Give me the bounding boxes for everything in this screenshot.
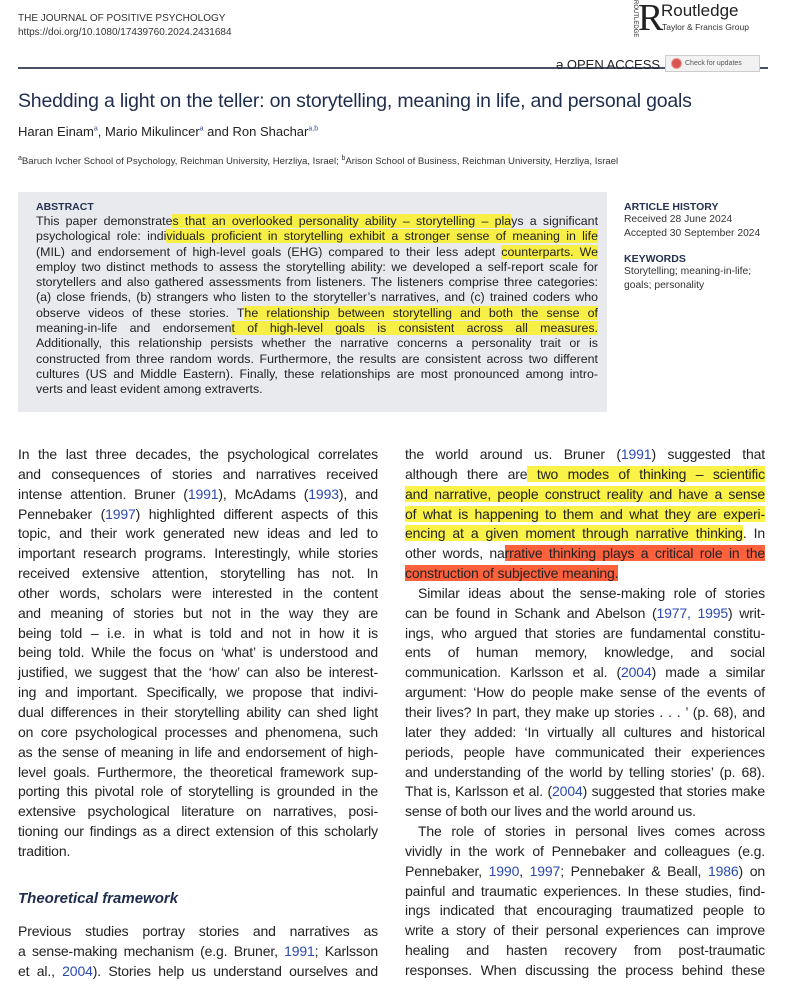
text-line	[405, 485, 765, 505]
text-segment: ,	[519, 862, 530, 879]
text-segment: tioning our findings as a direct extension of this scholarly	[18, 823, 378, 840]
red-highlight: construction of subjective meaning.	[405, 565, 619, 582]
text-line	[18, 624, 378, 644]
text-segment: communication. Karlsson et al. (	[405, 664, 622, 681]
keywords-line: goals; personality	[624, 280, 705, 291]
text-line	[405, 643, 765, 663]
logo-group: Taylor & Francis Group	[662, 22, 749, 32]
sep: and	[203, 124, 233, 139]
text-segment: later they added: ‘In virtually all cultures and historical	[405, 723, 765, 740]
paper-title: Shedding a light on the teller: on storytelling, meaning in life, and personal goals	[18, 90, 692, 112]
text-segment: and consequences of stories and narratives received	[18, 465, 378, 482]
text-segment: ) highlighted different aspects of this	[135, 505, 378, 522]
text-segment: employ two distinct methods to assess the storytelling ability: we developed a self-report scale for	[36, 259, 598, 274]
text-segment: their lives? In part, they make up stories . . . ’ (p. 68), and	[405, 703, 765, 720]
text-segment: received extensive attention, storytelling has not. In	[18, 565, 378, 582]
text-segment: ) suggested that stories make	[582, 783, 765, 800]
text-line	[18, 683, 378, 703]
text-line	[405, 723, 765, 743]
text-line	[405, 604, 765, 624]
text-line	[36, 382, 598, 397]
text-segment: topic, and their work generated new ideas and led to	[18, 525, 378, 542]
text-line	[405, 763, 765, 783]
text-segment: and understanding of the world by telling stories’ (p. 68).	[405, 763, 765, 780]
text-line	[18, 763, 378, 783]
citation-link[interactable]: 1997	[529, 862, 561, 879]
text-segment: on core psychological processes and phenomena, such	[18, 723, 378, 740]
text-segment: In the last three decades, the psychological correlates	[18, 446, 378, 462]
text-segment: sense of both our lives and the world around us.	[405, 803, 696, 820]
text-line	[405, 683, 765, 703]
citation-link[interactable]: 1990	[488, 862, 520, 879]
text-segment: justified, we suggest that the ‘how’ can also be interest-	[18, 664, 378, 681]
open-access-label: OPEN ACCESS	[566, 57, 661, 72]
yellow-highlight: s that an overlooked personality ability – storytelling – pla	[172, 214, 512, 228]
text-line	[18, 723, 378, 743]
citation-link[interactable]: 1977, 1995	[656, 604, 729, 621]
yellow-highlight: counterparts. We	[501, 244, 599, 259]
text-segment: and meaning of stories but not in the way they are	[18, 604, 378, 621]
text-segment: ) writ-	[728, 604, 765, 621]
text-line	[18, 663, 378, 683]
section-text	[18, 922, 378, 982]
text-segment: ) on	[738, 862, 765, 879]
text-line	[405, 505, 765, 525]
received-date: Received 28 June 2024	[624, 214, 733, 225]
text-line	[405, 862, 765, 882]
text-segment: important research programs. Interestingly, while stories	[18, 545, 378, 562]
text-line	[18, 445, 378, 465]
text-line	[18, 962, 378, 982]
keywords	[624, 253, 751, 293]
yellow-highlight: t of high-level goals is consistent across all measures.	[231, 321, 598, 336]
text-line	[18, 465, 378, 485]
text-line	[36, 321, 598, 336]
citation-link[interactable]: 2004	[621, 664, 652, 681]
text-line	[405, 782, 765, 802]
affiliation: Baruch Ivcher School of Psychology, Reichman University, Herzliya, Israel;	[21, 156, 342, 168]
article-history	[624, 201, 760, 241]
check-updates-label: Check for updates	[685, 60, 742, 67]
citation-link[interactable]: 1991	[187, 485, 219, 502]
author-sup[interactable]: a,b	[308, 125, 319, 133]
text-segment: et al.,	[18, 962, 63, 979]
text-segment: That is, Karlsson et al. (	[405, 783, 553, 800]
text-segment: periods, people have communicated their experiences	[405, 743, 765, 760]
check-updates-button[interactable]	[665, 55, 760, 72]
text-line	[405, 564, 765, 584]
crossmark-icon	[671, 58, 682, 69]
text-line	[18, 703, 378, 723]
text-segment: as the sense of meaning in life and endorsement of high-	[18, 743, 378, 760]
text-line	[405, 544, 765, 564]
text-segment: observe videos of these stories. T	[36, 305, 245, 320]
yellow-highlight: two modes of thinking – scientific	[527, 465, 765, 482]
text-segment: dual differences in their storytelling ability can shed light	[18, 703, 378, 720]
text-line	[405, 961, 765, 981]
text-segment: (a) close friends, (b) strangers who listen to the storyteller’s narratives, and (c) trained coders who	[36, 290, 598, 305]
yellow-highlight: and narrative, people construct reality and have a sense	[405, 485, 765, 502]
citation-link[interactable]: 2004	[62, 962, 93, 979]
text-line	[18, 604, 378, 624]
text-line	[18, 584, 378, 604]
text-line	[36, 290, 598, 305]
text-segment: Similar ideas about the sense-making role of stories	[418, 584, 765, 601]
text-line	[18, 524, 378, 544]
text-segment: Pennebaker,	[405, 862, 489, 879]
routledge-r-icon: R	[638, 0, 664, 39]
text-line	[18, 942, 378, 962]
text-segment: ), and	[338, 485, 378, 502]
text-segment: vividly in the work of Pennebaker and colleagues (e.g.	[405, 842, 765, 859]
citation-link[interactable]: 1993	[308, 485, 339, 502]
text-segment: the world around us. Bruner (	[405, 446, 621, 462]
affiliations	[18, 155, 618, 167]
author[interactable]: Mario Mikulincer	[105, 124, 200, 139]
text-segment: a sense-making mechanism (e.g. Bruner,	[18, 942, 285, 959]
text-segment: ing and important. Specifically, we propose that indivi-	[18, 684, 378, 701]
text-line	[18, 782, 378, 802]
section-heading: Theoretical framework	[18, 890, 179, 907]
text-line	[405, 802, 765, 822]
text-segment: being told – i.e. in what is told and not in how it is	[18, 624, 378, 641]
journal-header	[18, 12, 232, 40]
publisher-logo	[628, 0, 768, 45]
text-line	[405, 882, 765, 902]
text-segment: psychological role: indi	[36, 229, 167, 244]
text-segment: write a story of their personal experiences can improve	[405, 922, 765, 939]
text-segment: constructed from three random words. Furthermore, the results are consistent across two different	[36, 351, 598, 366]
text-line	[36, 214, 598, 229]
text-line	[36, 260, 598, 275]
text-segment: (MIL) and endorsement of high-level goals (EHG) compared to their less adept	[36, 244, 502, 259]
text-segment: ys a significant	[511, 214, 599, 228]
text-line	[405, 842, 765, 862]
text-segment: ). Stories help us understand ourselves and	[92, 962, 378, 979]
text-line	[405, 465, 765, 485]
abstract-text	[36, 214, 598, 398]
journal-name: THE JOURNAL OF POSITIVE PSYCHOLOGY	[18, 13, 226, 24]
keywords-line: Storytelling; meaning-in-life;	[624, 266, 752, 277]
right-column	[405, 445, 765, 981]
text-line	[18, 922, 378, 942]
yellow-highlight: he relationship between storytelling and both the sense of	[244, 305, 598, 320]
text-segment: porting this pivotal role of storytelling is grounded in the	[18, 783, 378, 800]
text-line	[36, 245, 598, 260]
text-line	[18, 802, 378, 822]
text-line	[18, 505, 378, 525]
accepted-date: Accepted 30 September 2024	[624, 228, 761, 239]
text-line	[405, 941, 765, 961]
affil-sup: a	[18, 155, 22, 162]
text-line	[405, 524, 765, 544]
author[interactable]: Ron Shachar	[232, 124, 309, 139]
text-segment: painful and traumatic experiences. In these studies, find-	[405, 882, 765, 899]
authors	[18, 124, 318, 139]
text-segment: cultures (US and Middle Eastern). Finally, these relationships are most pronounced among intro-	[36, 366, 598, 381]
affil-sup: b	[341, 155, 346, 162]
citation-link[interactable]: 1991	[284, 942, 315, 959]
text-segment: argument: ‘How do people make sense of the events of	[405, 684, 765, 701]
text-line	[18, 485, 378, 505]
open-access-badge	[556, 57, 660, 72]
keywords-heading: KEYWORDS	[624, 253, 686, 265]
text-line	[405, 624, 765, 644]
text-line	[405, 703, 765, 723]
text-segment: This paper demonstrate	[36, 214, 173, 228]
text-line	[405, 901, 765, 921]
text-line	[405, 822, 765, 842]
text-line	[36, 367, 598, 382]
text-segment: ; Karlsson	[314, 942, 378, 959]
article-history-heading: ARTICLE HISTORY	[624, 201, 719, 213]
affiliation: Arison School of Business, Reichman University, Herzliya, Israel	[345, 156, 619, 168]
text-line	[405, 743, 765, 763]
text-line	[18, 842, 378, 862]
text-segment: Pennebaker (	[18, 505, 106, 522]
text-segment: being told. While the focus on ‘what’ is understood and	[18, 644, 378, 661]
text-segment: healing and hasten recovery from post-traumatic	[405, 942, 765, 959]
text-segment: ) suggested that	[651, 446, 766, 462]
text-segment: ents of human memory, knowledge, and social	[405, 644, 765, 661]
text-segment: can be found in Schank and Abelson (	[405, 604, 657, 621]
author-sup[interactable]: a	[93, 125, 98, 133]
text-segment: tradition.	[18, 842, 71, 859]
text-segment: other words, scholars were interested in the content	[18, 584, 378, 601]
text-line	[18, 643, 378, 663]
yellow-highlight: of what is happening to them and what they are experi-	[405, 505, 765, 522]
text-line	[36, 275, 598, 290]
text-line	[36, 352, 598, 367]
text-segment: responses. When discussing the process behind these	[405, 961, 765, 978]
text-line	[405, 663, 765, 683]
citation-link[interactable]: 1986	[707, 862, 739, 879]
text-segment: ) made a similar	[651, 664, 765, 681]
text-segment: ings indicated that encouraging traumatized people to	[405, 902, 765, 919]
text-line	[36, 229, 598, 244]
red-highlight: rrative thinking plays a critical role in the	[504, 545, 765, 562]
text-segment: ; Pennebaker & Beall,	[560, 862, 708, 879]
text-segment: Previous studies portray stories and narratives as	[18, 923, 378, 939]
text-line	[18, 564, 378, 584]
text-line	[36, 306, 598, 321]
text-segment: The role of stories in personal lives comes across	[418, 823, 765, 840]
text-segment: ), McAdams (	[218, 485, 309, 502]
text-segment: verts and least evident among extraverts.	[36, 382, 263, 397]
text-segment: although there are	[405, 465, 528, 482]
text-line	[36, 336, 598, 351]
open-lock-icon: ə	[556, 57, 564, 72]
left-column	[18, 445, 378, 862]
text-segment: intense attention. Bruner (	[18, 485, 188, 502]
doi-link[interactable]: https://doi.org/10.1080/17439760.2024.2431684	[18, 27, 232, 38]
text-segment: level goals. Furthermore, the theoretical framework sup-	[18, 763, 378, 780]
abstract-heading: ABSTRACT	[36, 201, 94, 213]
text-line	[405, 921, 765, 941]
text-line	[18, 822, 378, 842]
text-segment: meaning-in-life and endorsemen	[36, 321, 232, 336]
citation-link[interactable]: 1991	[620, 446, 652, 462]
yellow-highlight: viduals proficient in storytelling exhibit a stronger sense of meaning in life	[166, 229, 598, 244]
author-sup[interactable]: a	[199, 125, 204, 133]
author[interactable]: Haran Einam	[18, 124, 94, 139]
text-segment: . In	[742, 525, 765, 542]
text-line	[405, 584, 765, 604]
text-line	[405, 445, 765, 465]
text-segment: other words, na	[405, 545, 505, 562]
logo-publisher: Routledge	[661, 1, 739, 20]
sep: ,	[97, 124, 106, 139]
yellow-highlight: encing at a given moment through narrative thinking	[405, 525, 743, 542]
text-segment: storytellers and also gathered assessments from listeners. The listeners comprise three categories:	[36, 275, 598, 290]
text-segment: extensive psychological literature on narratives, posi-	[18, 803, 378, 820]
text-line	[18, 544, 378, 564]
logo-side-text: ROUTLEDGE	[632, 0, 638, 38]
citation-link[interactable]: 2004	[552, 783, 583, 800]
text-segment: Additionally, this relationship persists whether the narrative concerns a personality trait or is	[36, 336, 598, 351]
citation-link[interactable]: 1997	[105, 505, 136, 522]
text-segment: ings, who argued that stories are fundamental constitu-	[405, 624, 765, 641]
text-line	[18, 743, 378, 763]
